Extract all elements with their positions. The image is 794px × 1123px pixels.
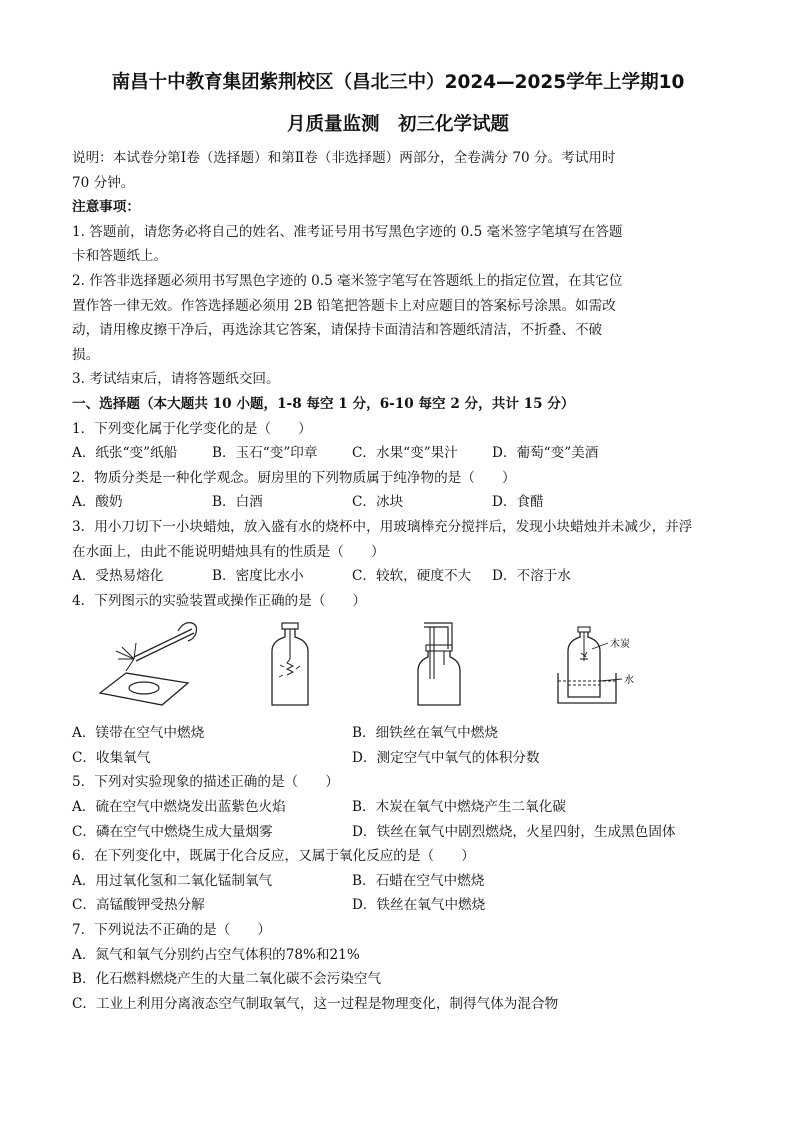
figure-d-measure-oxygen [556,619,656,709]
q5-option-a: A．硫在空气中燃烧发出蓝紫色火焰 [72,799,286,816]
q4-figures [72,619,724,717]
q4-options-row1 [72,721,724,746]
q1-option-d: D．葡萄“变”美酒 [492,445,599,462]
exam-title-line2: 月质量监测 初三化学试题 [286,114,509,135]
exam-page [72,62,724,1016]
q2-stem: 2．物质分类是一种化学观念。厨房里的下列物质属于纯净物的是（ ） [72,469,516,486]
notice-1-line2: 卡和答题纸上。 [72,248,168,265]
q4-options-row2 [72,746,724,771]
q6-options-row2 [72,893,724,918]
q7-option-a: A．氮气和氧气分别约占空气体积的78%和21% [72,946,360,963]
q1-stem: 1．下列变化属于化学变化的是（ ） [72,420,312,437]
figure-d-label-water: 水 [624,675,634,687]
q5-option-d: D．铁丝在氧气中剧烈燃烧，火星四射，生成黑色固体 [352,823,676,840]
q1-option-c: C．水果“变”果汁 [352,445,458,462]
q5-stem: 5．下列对实验现象的描述正确的是（ ） [72,774,339,791]
q3-stem-line2: 在水面上，由此不能说明蜡烛具有的性质是（ ） [72,543,385,560]
notice-3: 3. 考试结束后，请将答题纸交回。 [72,371,280,388]
q5-option-b: B．木炭在氧气中燃烧产生二氧化碳 [352,799,566,816]
q4-option-b: B．细铁丝在氧气中燃烧 [352,725,498,742]
q5-options-row1 [72,795,724,820]
q6-stem: 6．在下列变化中，既属于化合反应，又属于氧化反应的是（ ） [72,848,475,865]
figure-d-label-charcoal: 木炭 [610,639,630,651]
q7-option-c: C．工业上利用分离液态空气制取氧气，这一过程是物理变化，制得气体为混合物 [72,995,559,1012]
q1-option-b: B．玉石“变”印章 [212,445,318,462]
q4-option-a: A．镁带在空气中燃烧 [72,725,205,742]
q4-option-c: C．收集氧气 [72,749,151,766]
notice-2-line2: 置作答一律无效。作答选择题必须用 2B 铅笔把答题卡上对应题目的答案标号涂黑。如需改 [72,297,616,314]
q3-option-a: A．受热易熔化 [72,568,164,585]
q1-options [72,441,724,466]
q6-option-d: D．铁丝在氧气中燃烧 [352,897,486,914]
exam-title-line1: 南昌十中教育集团紫荆校区（昌北三中）2024—2025学年上学期10 [111,72,685,93]
q3-options [72,564,724,589]
q1-option-a: A．纸张“变”纸船 [72,445,178,462]
notice-1-line1: 1. 答题前，请您务必将自己的姓名、准考证号用书写黑色字迹的 0.5 毫米签字笔填写在答题 [72,223,623,240]
figure-a-magnesium [92,619,212,709]
figure-b-iron-wire [268,619,312,711]
q6-option-b: B．石蜡在空气中燃烧 [352,872,485,889]
instructions-line1: 说明：本试卷分第Ⅰ卷（选择题）和第Ⅱ卷（非选择题）两部分，全卷满分 70 分。考试用时 [72,150,616,166]
section-1-title: 一、选择题（本大题共 10 小题，1-8 每空 1 分，6-10 每空 2 分，共计 15 分） [72,395,575,412]
notice-2-line3: 动，请用橡皮擦干净后，再选涂其它答案，请保持卡面清洁和答题纸清洁，不折叠、不破 [72,322,603,339]
q3-option-c: C．较软，硬度不大 [352,568,472,585]
notice-title: 注意事项： [72,199,140,216]
q6-option-c: C．高锰酸钾受热分解 [72,897,205,914]
q7-stem: 7．下列说法不正确的是（ ） [72,922,271,939]
q4-option-d: D．测定空气中氧气的体积分数 [352,749,540,766]
figure-c-collect-oxygen [412,619,472,711]
notice-2-line4: 损。 [72,346,100,363]
q2-option-c: C．冰块 [352,494,404,511]
instructions-line2: 70 分钟。 [72,174,135,191]
q3-option-d: D．不溶于水 [492,568,571,585]
q4-stem: 4．下列图示的实验装置或操作正确的是（ ） [72,592,367,609]
q2-option-b: B．白酒 [212,494,263,511]
q5-options-row2 [72,820,724,845]
q2-option-d: D．食醋 [492,494,544,511]
q3-option-b: B．密度比水小 [212,568,304,585]
q7-option-b: B．化石燃料燃烧产生的大量二氧化碳不会污染空气 [72,971,382,988]
q2-options [72,490,724,515]
q6-options-row1 [72,869,724,894]
q3-stem-line1: 3．用小刀切下一小块蜡烛，放入盛有水的烧杯中，用玻璃棒充分搅拌后，发现小块蜡烛并未减少，并浮 [72,518,693,535]
q5-option-c: C．磷在空气中燃烧生成大量烟雾 [72,823,273,840]
q6-option-a: A．用过氧化氢和二氧化锰制氧气 [72,872,273,889]
q2-option-a: A．酸奶 [72,494,123,511]
notice-2-line1: 2. 作答非选择题必须用书写黑色字迹的 0.5 毫米签字笔写在答题纸上的指定位置，在其它位 [72,272,623,289]
